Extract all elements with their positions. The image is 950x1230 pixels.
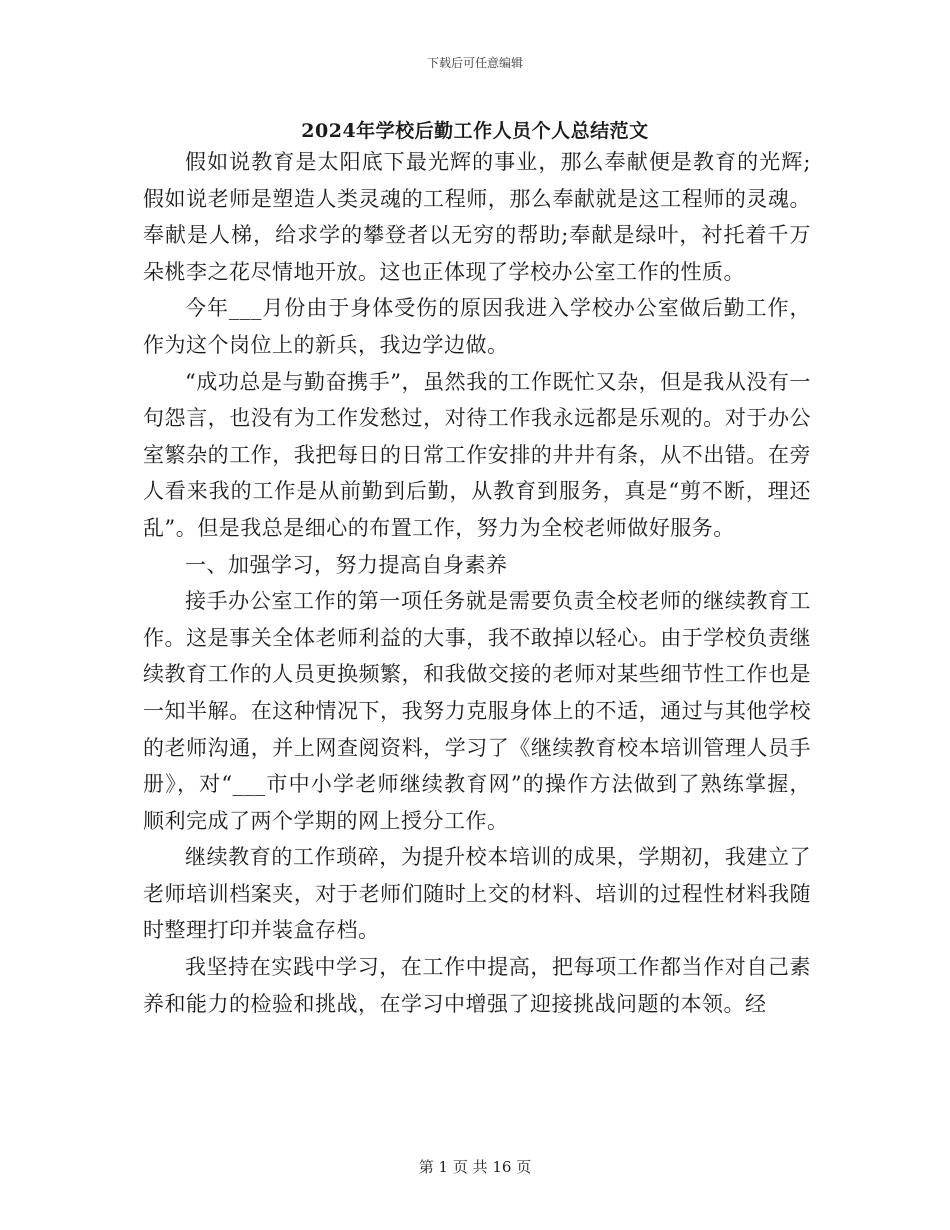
section-heading: 一、加强学习，努力提高自身素养 (185, 552, 508, 577)
paragraph: 接手办公室工作的第一项任务就是需要负责全校老师的继续教育工作。这是事关全体老师利益的大事，我不敢掉以轻心。由于学校负责继续教育工作的人员更换频繁，和我做交接的老师对某些细节性工作也是一知半解。在这种情况下，我努力克服身体上的不适，通过与其他学校的老师沟通，并上网查阅资料，学习了《继续教育校本培训管理人员手册》，对“___市中小学老师继续教育网”的操作方法做到了熟练掌握，顺利完成了两个学期的网上授分工作。 (143, 589, 811, 833)
paragraph: 假如说教育是太阳底下最光辉的事业，那么奉献便是教育的光辉;假如说老师是塑造人类灵魂的工程师，那么奉献就是这工程师的灵魂。奉献是人梯，给求学的攀登者以无穷的帮助;奉献是绿叶，衬托着千万朵桃李之花尽情地开放。这也正体现了学校办公室工作的性质。 (143, 150, 811, 284)
paragraph: “成功总是与勤奋携手”，虽然我的工作既忙又杂，但是我从没有一句怨言，也没有为工作发愁过，对待工作我永远都是乐观的。对于办公室繁杂的工作，我把每日的日常工作安排的井井有条，从不出错。在旁人看来我的工作是从前勤到后勤，从教育到服务，真是“剪不断，理还乱”。但是我总是细心的布置工作，努力为全校老师做好服务。 (143, 369, 811, 540)
page-footer: 第 1 页 共 16 页 (418, 1158, 532, 1176)
document-body (143, 144, 811, 1022)
page-header: 下载后可任意编辑 (426, 56, 523, 70)
document-title: 2024年学校后勤工作人员个人总结范文 (301, 120, 649, 142)
paragraph: 我坚持在实践中学习，在工作中提高，把每项工作都当作对自己素养和能力的检验和挑战，在学习中增强了迎接挑战问题的本领。经 (143, 955, 811, 1016)
paragraph: 继续教育的工作琐碎，为提升校本培训的成果，学期初，我建立了老师培训档案夹，对于老师们随时上交的材料、培训的过程性材料我随时整理打印并装盒存档。 (143, 845, 811, 943)
paragraph: 今年___月份由于身体受伤的原因我进入学校办公室做后勤工作，作为这个岗位上的新兵，我边学边做。 (143, 296, 811, 357)
